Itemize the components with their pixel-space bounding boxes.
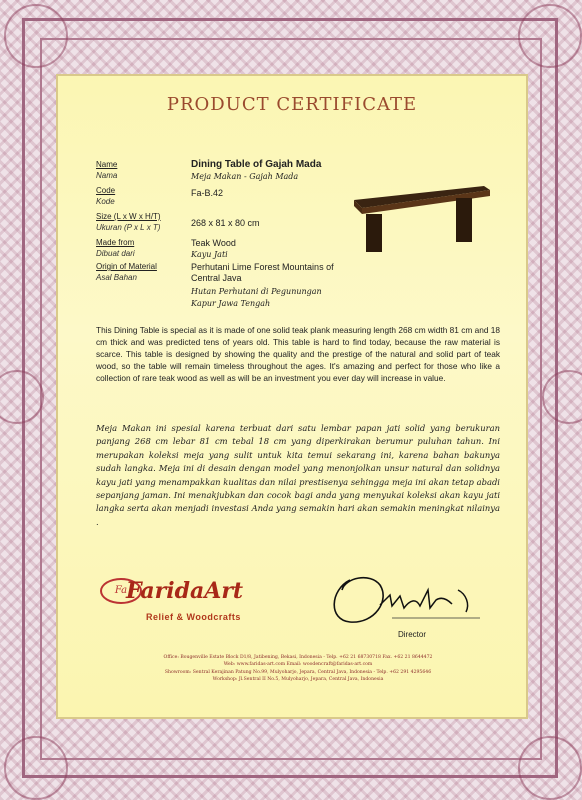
footer-line: Web: www.faridas-art.com Email: woodencraft@faridas-art.com: [223, 662, 373, 668]
corner-ornament: [518, 4, 582, 68]
footer-line: Workshop: Jl.Sentral II No.5, Mulyoharjo, Jepara, Central Java, Indonesia: [212, 677, 384, 683]
field-value: 268 x 81 x 80 cm: [191, 218, 260, 228]
director-signature: [320, 560, 490, 630]
certificate-panel: [56, 74, 528, 719]
field-label-id: Nama: [96, 171, 118, 180]
field-value-id: Hutan Perhutani di Pegunungan Kapur Jawa Tengah: [191, 287, 322, 308]
corner-ornament: [518, 736, 582, 800]
field-value: Dining Table of Gajah Mada: [191, 159, 322, 170]
field-label-en: Origin of Material: [96, 262, 157, 271]
field-value: Teak Wood: [191, 238, 236, 248]
footer-line: Showroom: Sentral Kerajinan Patung No.99, Mulyoharjo, Jepara, Central Java, Indonesia - Telp. +62 291 4295646: [164, 669, 432, 675]
field-label-en: Name: [96, 160, 118, 169]
signer-role: Director: [398, 630, 427, 639]
field-value: Fa-B.42: [191, 188, 224, 198]
corner-ornament: [4, 4, 68, 68]
dining-table-photo: [344, 180, 494, 260]
certificate-title: PRODUCT CERTIFICATE: [166, 94, 418, 115]
description-indonesian: Meja Makan ini spesial karena terbuat dari satu lembar papan jati solid yang berukuran panjang 268 cm lebar 81 cm tebal 18 cm yang diperkirakan berumur puluhan tahun. Ini merupakan koleksi meja yang sulit untuk kita temui sekarang ini, karena bahan bakunya sudah langka. Meja ini di desain dengan model yang menonjolkan unsur natural dan solidnya kayu jati yang menampakkan kualitas dan nilai prestisenya sehingga meja ini akan tetap abadi sepanjang jaman. Ini menakjubkan dan cocok bagi anda yang menyukai koleksi akan kayu jati langka serta akan menjadi investasi Anda yang semakin hari akan semakin meningkat nilainya .: [96, 423, 500, 527]
field-label-en: Code: [96, 186, 116, 195]
field-value-id: Kayu Jati: [191, 250, 228, 259]
field-label-id: Asal Bahan: [96, 273, 137, 282]
brand-logo: [100, 568, 282, 638]
field-label-id: Dibuat dari: [96, 249, 135, 258]
footer-line: Office: Bougenville Estate Block D1/8, Jatibening, Bekasi, Indonesia - Telp. +62 21 68730718 Fax. +62 21 8644472: [163, 655, 433, 660]
brand-badge: Fa: [100, 578, 142, 604]
description-english: This Dining Table is special as it is made of one solid teak plank measuring length 268 cm width 81 cm and 18 cm thick and was predicted tens of years old. This table is hard to find today, because the raw material is scarce. This table is designed by showing the quality and the prestige of the natural and solid part of teak wood, so the table will remain timeless throughout the ages. It's amazing and perfect for those who like a collection of rare teak wood as well as will be an investment you ever day will increase in value.: [96, 325, 500, 383]
brand-tagline: Relief & Woodcrafts: [146, 612, 241, 622]
field-label-id: Ukuran (P x L x T): [96, 223, 161, 232]
corner-ornament: [4, 736, 68, 800]
field-label-en: Made from: [96, 238, 135, 247]
company-footer: [128, 654, 468, 684]
brand-name: FaridaArt: [126, 578, 244, 604]
field-value: Perhutani Lime Forest Mountains of Central Java: [191, 262, 334, 283]
field-label-en: Size (L x W x H/T): [96, 212, 161, 221]
field-value-id: Meja Makan - Gajah Mada: [191, 172, 299, 181]
field-label-id: Kode: [96, 197, 115, 206]
